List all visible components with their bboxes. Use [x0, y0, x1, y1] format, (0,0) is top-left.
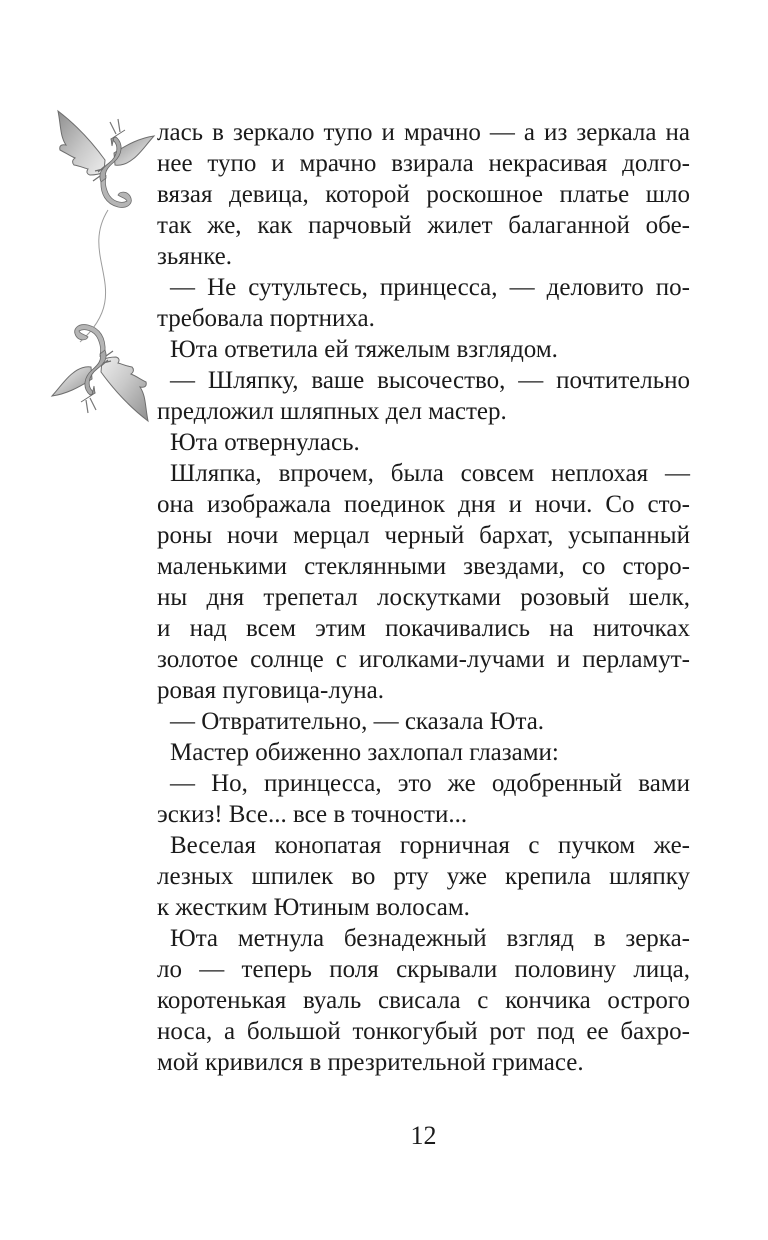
text-line: вязая девица, которой роскошное платье шло [157, 181, 690, 208]
text-line: ло — теперь поля скрывали половину лица, [157, 956, 690, 983]
two-dragons-flourish-icon [48, 106, 166, 424]
text-line: ны дня трепетал лоскутками розовый шелк, [157, 584, 690, 611]
text-line: лезных шпилек во рту уже крепила шляпку [157, 863, 690, 890]
text-line: к жестким Ютиным волосам. [157, 894, 470, 921]
text-line: нее тупо и мрачно взирала некрасивая долго- [157, 150, 690, 177]
text-line: Юта метнула безнадежный взгляд в зерка- [170, 925, 690, 952]
text-line: лась в зеркало тупо и мрачно — а из зеркала на [157, 119, 690, 146]
text-line: Мастер обиженно захлопал глазами: [170, 739, 559, 766]
text-line: эскиз! Все... все в точности... [157, 801, 468, 828]
page-text [157, 117, 690, 1078]
text-line: требовала портниха. [157, 305, 375, 332]
text-line: Юта отвернулась. [170, 429, 360, 456]
text-line: — Но, принцесса, это же одобренный вами [170, 770, 690, 797]
text-line: зьянке. [157, 243, 233, 270]
text-line: — Шляпку, ваше высочество, — почтительно [170, 367, 690, 394]
text-line: золотое солнце с иголками-лучами и перламут- [157, 646, 690, 673]
text-line: коротенькая вуаль свисала с кончика острого [157, 987, 690, 1014]
text-line: маленькими стеклянными звездами, со сторо- [157, 553, 690, 580]
text-line: ровая пуговица-луна. [157, 677, 385, 704]
text-line: мой кривился в презрительной гримасе. [157, 1049, 584, 1076]
text-line: носа, а большой тонкогубый рот под ее бахро- [157, 1018, 690, 1045]
text-line: предложил шляпных дел мастер. [157, 398, 507, 425]
text-line: Юта ответила ей тяжелым взглядом. [170, 336, 558, 363]
text-line: Шляпка, впрочем, была совсем неплохая — [170, 460, 690, 487]
text-line: — Отвратительно, — сказала Юта. [170, 708, 545, 735]
text-line: и над всем этим покачивались на ниточках [157, 615, 690, 642]
text-line: Веселая конопатая горничная с пучком же- [170, 832, 690, 859]
text-line: так же, как парчовый жилет балаганной обе- [157, 212, 690, 239]
text-line: — Не сутультесь, принцесса, — деловито по- [170, 274, 690, 301]
text-line: она изображала поединок дня и ночи. Со сто- [157, 491, 690, 518]
page-number: 12 [410, 1121, 437, 1150]
text-line: роны ночи мерцал черный бархат, усыпанный [157, 522, 690, 549]
